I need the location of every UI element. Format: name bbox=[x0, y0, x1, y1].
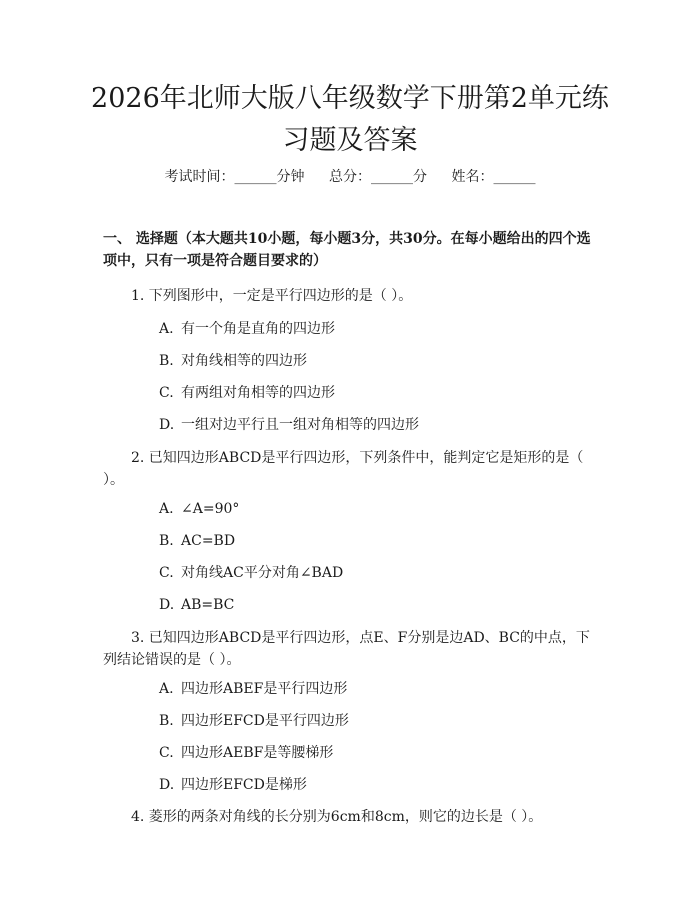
option-letter: A. bbox=[159, 321, 174, 337]
question-2-stem: 2. 已知四边形ABCD是平行四边形，下列条件中，能判定它是矩形的是（ ）。 bbox=[103, 450, 584, 488]
section-heading: 一、 选择题（本大题共10小题，每小题3分，共30分。在每小题给出的四个选项中，只有一项是符合题目要求的） bbox=[103, 231, 591, 269]
option-text: 四边形EFCD是梯形 bbox=[181, 777, 307, 793]
option-text: 有一个角是直角的四边形 bbox=[181, 321, 335, 337]
option-letter: A. bbox=[159, 501, 174, 517]
option-text: 对角线AC平分对角∠BAD bbox=[181, 565, 344, 581]
question-2-option-b bbox=[159, 530, 599, 552]
exam-time: 考试时间：______分钟 bbox=[164, 169, 305, 185]
question-1-option-a bbox=[159, 318, 599, 340]
question-2-option-d bbox=[159, 594, 599, 616]
option-letter: C. bbox=[159, 385, 174, 401]
question-1-stem: 1. 下列图形中，一定是平行四边形的是（ ）。 bbox=[131, 288, 413, 304]
page-title: 2026年北师大版八年级数学下册第2单元练习题及答案 bbox=[91, 83, 609, 156]
option-text: ∠A=90° bbox=[181, 501, 240, 517]
question-1-option-c bbox=[159, 382, 599, 404]
option-text: 对角线相等的四边形 bbox=[181, 353, 307, 369]
option-letter: D. bbox=[159, 417, 175, 433]
question-3-option-a bbox=[159, 678, 599, 700]
question-2-option-c bbox=[159, 562, 599, 584]
option-letter: D. bbox=[159, 777, 175, 793]
option-text: 四边形ABEF是平行四边形 bbox=[181, 681, 348, 697]
question-3-stem: 3. 已知四边形ABCD是平行四边形，点E、F分别是边AD、BC的中点，下列结论错误的是（ ）。 bbox=[103, 630, 590, 668]
question-1-option-d bbox=[159, 414, 599, 436]
option-letter: B. bbox=[159, 353, 174, 369]
option-letter: B. bbox=[159, 533, 174, 549]
question-3-option-d bbox=[159, 774, 599, 796]
student-name: 姓名：______ bbox=[451, 169, 536, 185]
question-2-option-a bbox=[159, 498, 599, 520]
option-text: AB=BC bbox=[181, 597, 235, 613]
question-3-option-c bbox=[159, 742, 599, 764]
option-text: 一组对边平行且一组对角相等的四边形 bbox=[181, 417, 419, 433]
option-text: 四边形EFCD是平行四边形 bbox=[181, 713, 349, 729]
option-letter: C. bbox=[159, 745, 174, 761]
question-1-option-b bbox=[159, 350, 599, 372]
option-letter: D. bbox=[159, 597, 175, 613]
option-letter: B. bbox=[159, 713, 174, 729]
question-3-option-b bbox=[159, 710, 599, 732]
total-score: 总分：______分 bbox=[329, 169, 427, 185]
option-letter: C. bbox=[159, 565, 174, 581]
option-text: AC=BD bbox=[181, 533, 236, 549]
option-letter: A. bbox=[159, 681, 174, 697]
exam-meta bbox=[0, 166, 700, 188]
option-text: 有两组对角相等的四边形 bbox=[181, 385, 335, 401]
option-text: 四边形AEBF是等腰梯形 bbox=[181, 745, 334, 761]
question-4-stem: 4. 菱形的两条对角线的长分别为6cm和8cm，则它的边长是（ ）。 bbox=[131, 809, 543, 825]
